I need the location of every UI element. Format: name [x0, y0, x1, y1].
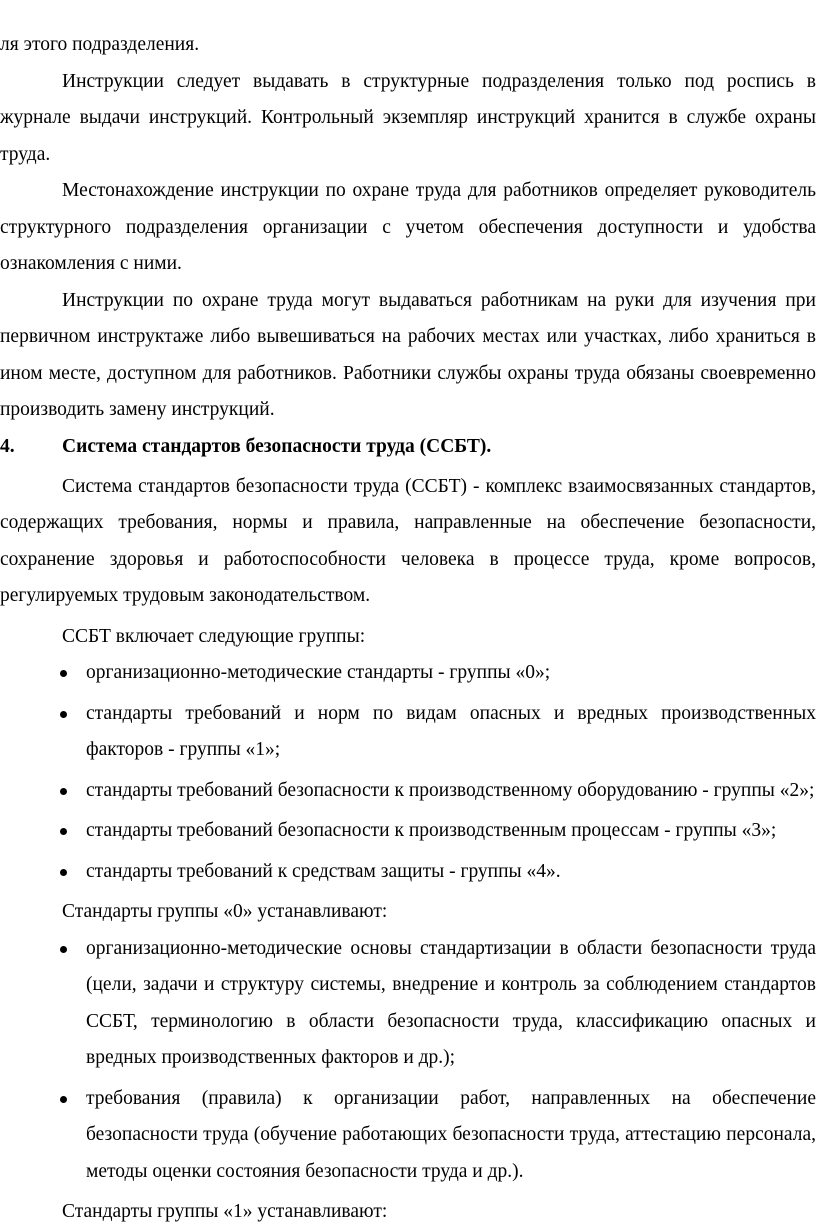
- bullet-icon: [60, 1096, 67, 1103]
- paragraph-instructions-location: Местонахождение инструкции по охране труда для работников определяет руководитель структурного подразделения организации с учетом обеспечения доступности и удобства ознакомления с ними.: [0, 180, 816, 274]
- list-item-text: стандарты требований и норм по видам опасных и вредных производственных факторов - группы «1»;: [86, 702, 816, 760]
- group0-lead: Стандарты группы «0» устанавливают:: [62, 901, 388, 922]
- list-item-text: стандарты требований безопасности к производственному оборудованию - группы «2»;: [86, 779, 815, 801]
- document-page: [0, 27, 816, 1231]
- list-item: [0, 813, 816, 850]
- list-item: [0, 1081, 816, 1191]
- list-item-text: требования (правила) к организации работ, направленных на обеспечение безопасности труда (обучение работающих безопасности труда, аттестацию персонала, методы оценки состояния безопасности труда и др.).: [86, 1087, 816, 1182]
- bullet-icon: [60, 869, 67, 876]
- paragraph-continuation: ля этого подразделения.: [0, 34, 200, 55]
- list-item: [0, 696, 816, 769]
- list-item-text: стандарты требований безопасности к производственным процессам - группы «3»;: [86, 820, 777, 841]
- list-item: [0, 854, 816, 891]
- bullet-icon: [60, 828, 67, 835]
- list-item: [0, 931, 816, 1077]
- section-number: 4.: [0, 435, 15, 457]
- list-item: [0, 655, 816, 692]
- group0-list: [0, 931, 816, 1191]
- list-item-text: организационно-методические стандарты - группы «0»;: [86, 662, 551, 683]
- groups-lead: ССБТ включает следующие группы:: [62, 625, 366, 647]
- group1-lead: Стандарты группы «1» устанавливают:: [62, 1201, 388, 1222]
- paragraph-ssbt-definition: Система стандартов безопасности труда (ССБТ) - комплекс взаимосвязанных стандартов, содержащих требования, нормы и правила, направленные на обеспечение безопасности, сохранение здоровья и работоспособности человека в процессе труда, кроме вопросов, регулируемых трудовым законодательством.: [0, 475, 816, 606]
- groups-list: [0, 655, 816, 890]
- section-heading: [0, 429, 816, 469]
- bullet-icon: [60, 670, 67, 677]
- section-title: Система стандартов безопасности труда (ССБТ).: [62, 435, 492, 457]
- list-item-text: организационно-методические основы стандартизации в области безопасности труда (цели, задачи и структуру системы, внедрение и контроль за соблюдением стандартов ССБТ, терминологию в области безопасности труда, классификацию опасных и вредных производственных факторов и др.);: [86, 937, 816, 1068]
- list-item-text: стандарты требований к средствам защиты - группы «4».: [86, 860, 561, 882]
- bullet-icon: [60, 788, 67, 795]
- bullet-icon: [60, 946, 67, 953]
- list-item: [0, 773, 816, 810]
- paragraph-instructions-issue: Инструкции следует выдавать в структурные подразделения только под роспись в журнале выдачи инструкций. Контрольный экземпляр инструкций хранится в службе охраны труда.: [0, 70, 816, 165]
- paragraph-instructions-handout: Инструкции по охране труда могут выдаваться работникам на руки для изучения при первичном инструктаже либо вывешиваться на рабочих местах или участках, либо храниться в ином месте, доступном для работников. Работники службы охраны труда обязаны своевременно производить замену инструкций.: [0, 289, 816, 420]
- bullet-icon: [60, 711, 67, 718]
